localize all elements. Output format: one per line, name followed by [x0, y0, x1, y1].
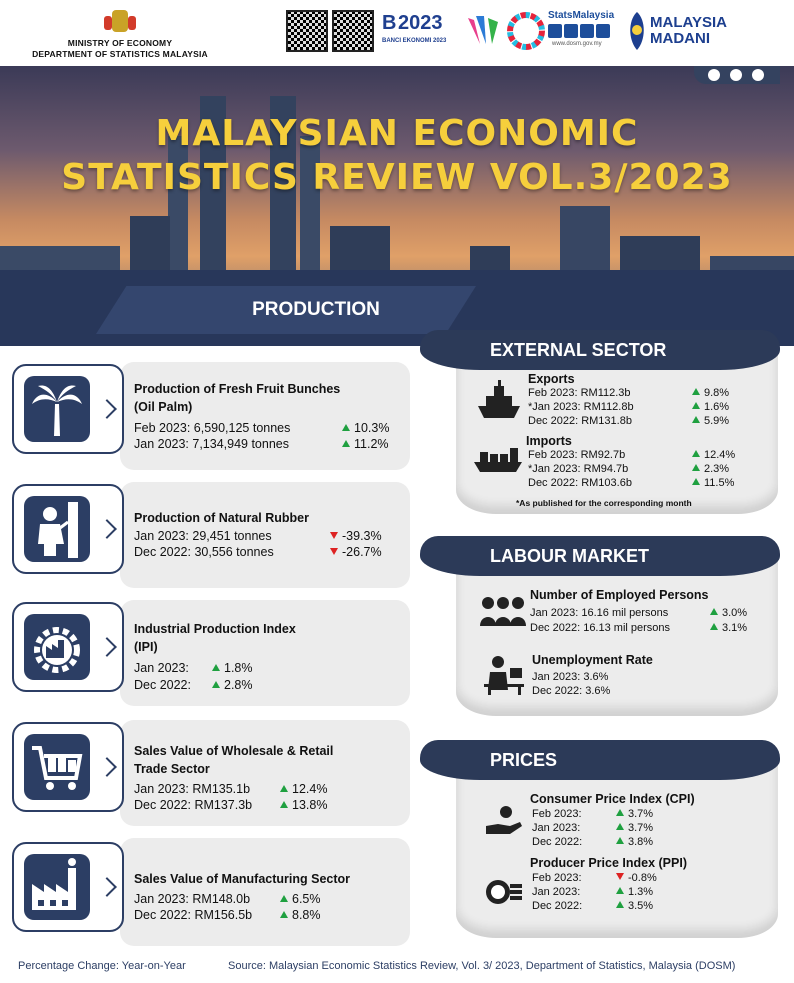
up-arrow-icon [692, 450, 700, 457]
facebook-icon[interactable] [548, 24, 562, 38]
up-arrow-icon [212, 681, 220, 688]
cpi-row-change: 3.7% [616, 822, 653, 835]
panel-row-change: 12.4% [280, 781, 327, 797]
footnote: *As published for the corresponding month [516, 498, 692, 508]
down-arrow-icon [330, 532, 338, 539]
sdg-wheel-icon [506, 10, 546, 52]
imports-row-label: Dec 2022: RM103.6b [528, 477, 632, 489]
panel-wholesale-retail [120, 720, 410, 826]
department-name: DEPARTMENT OF STATISTICS MALAYSIA [32, 49, 208, 59]
ppi-row-change: -0.8% [616, 872, 657, 885]
twitter-icon[interactable] [580, 24, 594, 38]
up-arrow-icon [692, 402, 700, 409]
up-arrow-icon [692, 478, 700, 485]
icon-box-manufacturing [12, 842, 124, 932]
panel-row-label: Jan 2023: RM148.0b [134, 892, 251, 906]
external-sector-title: EXTERNAL SECTOR [490, 340, 667, 360]
qr-code-icon[interactable] [286, 10, 328, 52]
panel-row-label: Feb 2023: 6,590,125 tonnes [134, 421, 291, 435]
malaysia-madani-logo [626, 10, 732, 52]
panel-row-change: 1.8% [212, 660, 253, 676]
panel-row-label: Dec 2022: 30,556 tonnes [134, 545, 274, 559]
coins-icon [484, 874, 524, 913]
page-header [0, 0, 794, 66]
unemployment-title: Unemployment Rate [532, 653, 653, 667]
employed-row-change: 3.0% [710, 607, 747, 620]
up-arrow-icon [212, 664, 220, 671]
panel-title: Sales Value of Manufacturing Sector [134, 872, 351, 886]
imports-row-change: 2.3% [692, 463, 729, 476]
imports-row-change: 12.4% [692, 449, 735, 462]
panel-row-label: Jan 2023: 7,134,949 tonnes [134, 437, 289, 451]
panel-natural-rubber [120, 482, 410, 588]
madani-line2: MADANI [650, 30, 710, 47]
report-title-line2: STATISTICS REVIEW VOL.3/2023 [61, 157, 733, 198]
panel-subtitle: (Oil Palm) [134, 400, 193, 414]
panel-oil-palm [120, 362, 410, 470]
down-arrow-icon [330, 548, 338, 555]
exports-title: Exports [528, 372, 575, 386]
labour-market-title: LABOUR MARKET [490, 546, 649, 566]
panel-title: Production of Natural Rubber [134, 511, 309, 525]
up-arrow-icon [342, 424, 350, 431]
cpi-row-change: 3.8% [616, 836, 653, 849]
pagination-dots [694, 66, 780, 84]
panel-row-change: 13.8% [280, 797, 327, 813]
stats-url[interactable]: www.dosm.gov.my [552, 41, 602, 47]
panel-row-label: Dec 2022: [134, 678, 191, 692]
youtube-icon[interactable] [596, 24, 610, 38]
ppi-row-label: Feb 2023: [532, 872, 582, 884]
up-arrow-icon [280, 801, 288, 808]
exports-row-label: *Jan 2023: RM112.8b [528, 401, 634, 413]
exports-row-change: 9.8% [692, 387, 729, 400]
imports-row-label: Feb 2023: RM92.7b [528, 449, 626, 461]
cpi-row-label: Dec 2022: [532, 836, 583, 848]
prices-header [420, 740, 780, 780]
external-sector-section [420, 330, 780, 516]
exports-row-change: 1.6% [692, 401, 729, 414]
up-arrow-icon [616, 823, 624, 830]
panel-row-change: 11.2% [342, 436, 389, 452]
panel-title: Production of Fresh Fruit Bunches [134, 382, 341, 396]
up-arrow-icon [342, 440, 350, 447]
icon-box-ipi [12, 602, 124, 692]
up-arrow-icon [616, 837, 624, 844]
panel-row-label: Jan 2023: 29,451 tonnes [134, 529, 272, 543]
panel-row-label: Jan 2023: RM135.1b [134, 782, 251, 796]
up-arrow-icon [280, 911, 288, 918]
instagram-icon[interactable] [564, 24, 578, 38]
palm-tree-icon [24, 376, 90, 442]
panel-subtitle: Trade Sector [134, 762, 210, 776]
report-title-line1: MALAYSIAN ECONOMIC [155, 113, 639, 154]
up-arrow-icon [616, 901, 624, 908]
coat-of-arms-icon [100, 8, 140, 38]
panel-row-change: 2.8% [212, 677, 253, 693]
ministry-block [20, 8, 220, 60]
exports-row-label: Feb 2023: RM112.3b [528, 387, 631, 399]
imports-title: Imports [526, 434, 572, 448]
factory-gear-icon [24, 614, 90, 680]
shopping-cart-icon [24, 734, 90, 800]
panel-row-change: 6.5% [280, 891, 321, 907]
panel-row-label: Dec 2022: RM137.3b [134, 798, 253, 812]
panel-row-change: -26.7% [330, 544, 382, 560]
up-arrow-icon [692, 416, 700, 423]
cpi-row-label: Feb 2023: [532, 808, 582, 820]
up-arrow-icon [616, 809, 624, 816]
cpi-row-label: Jan 2023: [532, 822, 581, 834]
panel-title: Industrial Production Index [134, 622, 296, 636]
census-logo-text: BANCI EKONOMI 2023 [382, 38, 447, 44]
imports-row-change: 11.5% [692, 477, 734, 490]
up-arrow-icon [280, 895, 288, 902]
unemployment-row: Dec 2022: 3.6% [532, 685, 611, 697]
madani-line1: MALAYSIA [650, 14, 727, 31]
imports-row-label: *Jan 2023: RM94.7b [528, 463, 629, 475]
up-arrow-icon [616, 887, 624, 894]
icon-box-oil-palm [12, 364, 124, 454]
labour-market-section [420, 536, 780, 720]
exports-row-label: Dec 2022: RM131.8b [528, 415, 632, 427]
panel-subtitle: (IPI) [134, 640, 158, 654]
ppi-row-change: 3.5% [616, 900, 653, 913]
panel-row-change: 8.8% [280, 907, 321, 923]
external-sector-body [456, 354, 778, 514]
panel-row-change: -39.3% [330, 528, 382, 544]
ppi-title: Producer Price Index (PPI) [530, 856, 687, 870]
qr-code-icon[interactable] [332, 10, 374, 52]
employed-row-change: 3.1% [710, 622, 747, 635]
container-ship-icon [472, 444, 524, 479]
unemployed-person-icon [482, 654, 528, 701]
stats-malaysia-social [548, 10, 624, 52]
ppi-row-label: Jan 2023: [532, 886, 581, 898]
cpi-title: Consumer Price Index (CPI) [530, 792, 695, 806]
panel-row-label: Dec 2022: RM156.5b [134, 908, 253, 922]
up-arrow-icon [710, 623, 718, 630]
panel-manufacturing [120, 838, 410, 946]
up-arrow-icon [710, 608, 718, 615]
ppi-row-label: Dec 2022: [532, 900, 583, 912]
unemployment-row: Jan 2023: 3.6% [532, 671, 609, 683]
panel-row-change: 10.3% [342, 420, 389, 436]
panel-title: Sales Value of Wholesale & Retail [134, 744, 334, 758]
prices-section [420, 740, 780, 940]
census-logo: B 2023 BANCI EKONOMI 2023 [380, 10, 458, 52]
production-heading: PRODUCTION [252, 299, 380, 320]
icon-box-wholesale-retail [12, 722, 124, 812]
anniversary-logo [462, 10, 502, 52]
hand-coin-icon [484, 804, 524, 843]
prices-title: PRICES [490, 750, 558, 770]
stats-brand: StatsMalaysia [548, 10, 615, 21]
footer-source: Source: Malaysian Economic Statistics Review, Vol. 3/ 2023, Department of Statistics, Malaysia (DOSM) [228, 960, 736, 972]
panel-row-label: Jan 2023: [134, 661, 189, 675]
cargo-ship-icon [476, 380, 522, 425]
footer-note: Percentage Change: Year-on-Year [18, 960, 186, 972]
cpi-row-change: 3.7% [616, 808, 653, 821]
up-arrow-icon [692, 388, 700, 395]
rubber-tapper-icon [24, 496, 90, 562]
ppi-row-change: 1.3% [616, 886, 653, 899]
employed-title: Number of Employed Persons [530, 588, 709, 602]
up-arrow-icon [692, 464, 700, 471]
up-arrow-icon [280, 785, 288, 792]
manufacturing-plant-icon [24, 854, 90, 920]
exports-row-change: 5.9% [692, 415, 729, 428]
employed-row-label: Jan 2023: 16.16 mil persons [530, 607, 669, 619]
employed-persons-icon [478, 594, 528, 633]
ministry-name: MINISTRY OF ECONOMY [67, 38, 173, 48]
down-arrow-icon [616, 873, 624, 880]
icon-box-natural-rubber [12, 484, 124, 574]
panel-ipi [120, 600, 410, 706]
employed-row-label: Dec 2022: 16.13 mil persons [530, 622, 671, 634]
